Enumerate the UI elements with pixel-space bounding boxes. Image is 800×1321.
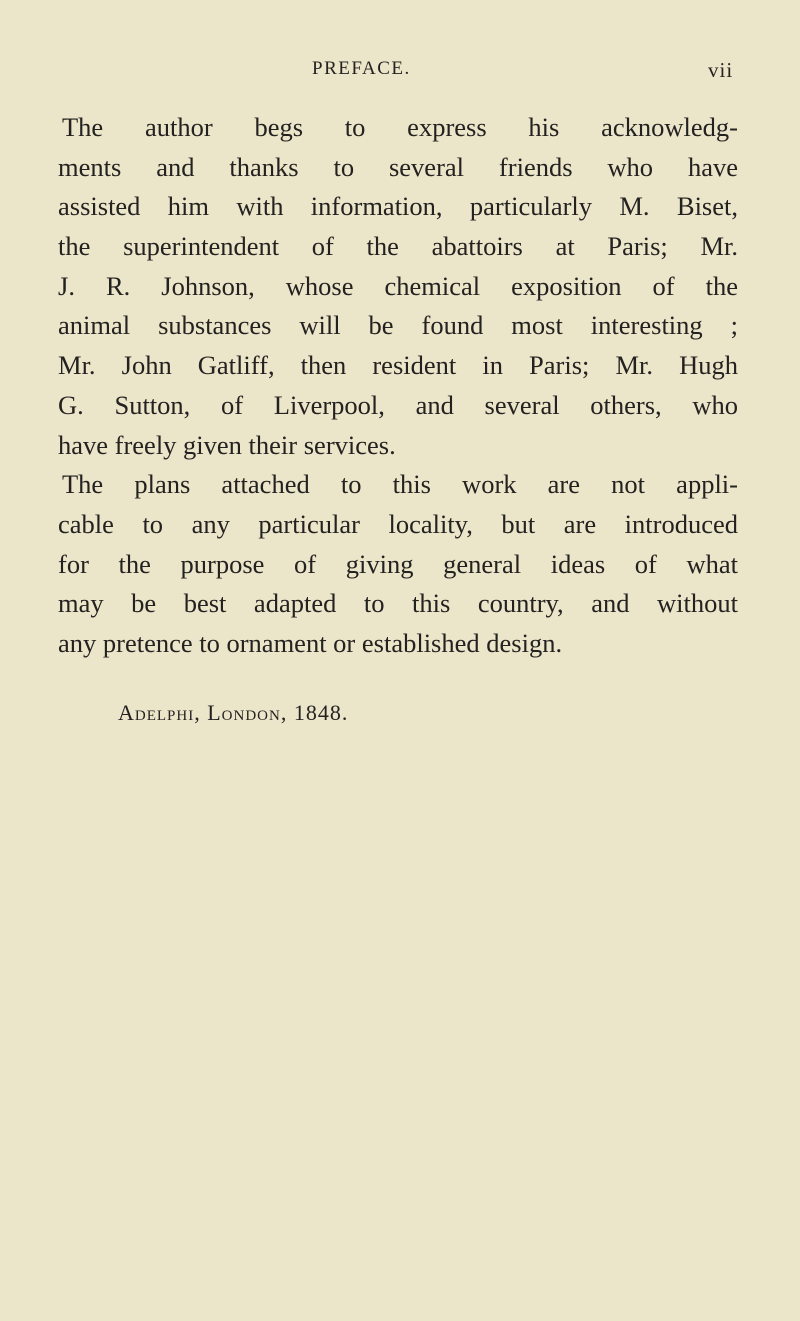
preface-body: [58, 108, 738, 664]
text-line: cable to any particular locality, but are introduced: [58, 508, 738, 539]
paragraph-plans: [58, 465, 738, 663]
running-title: PREFACE.: [312, 58, 411, 79]
text-line: any pretence to ornament or established design.: [58, 627, 563, 658]
text-line: have freely given their services.: [58, 429, 396, 460]
text-line: ments and thanks to several friends who have: [58, 151, 738, 182]
text-line: Mr. John Gatliff, then resident in Paris; Mr. Hugh: [58, 350, 738, 381]
text-line: assisted him with information, particularly M. Biset,: [58, 191, 738, 222]
text-line: may be best adapted to this country, and without: [58, 588, 738, 619]
place-date-signature: Adelphi, London, 1848.: [118, 700, 349, 725]
paragraph-acknowledgments: [58, 108, 738, 465]
text-line: animal substances will be found most interesting ;: [58, 310, 738, 341]
text-line: The plans attached to this work are not appli-: [62, 469, 738, 500]
text-line: J. R. Johnson, whose chemical exposition of the: [58, 270, 738, 301]
text-line: The author begs to express his acknowledg-: [62, 112, 738, 142]
running-head: [0, 58, 800, 88]
text-line: for the purpose of giving general ideas of what: [58, 548, 738, 579]
text-line: G. Sutton, of Liverpool, and several others, who: [58, 389, 738, 420]
text-line: the superintendent of the abattoirs at Paris; Mr.: [58, 231, 738, 262]
page-number: vii: [708, 58, 734, 82]
